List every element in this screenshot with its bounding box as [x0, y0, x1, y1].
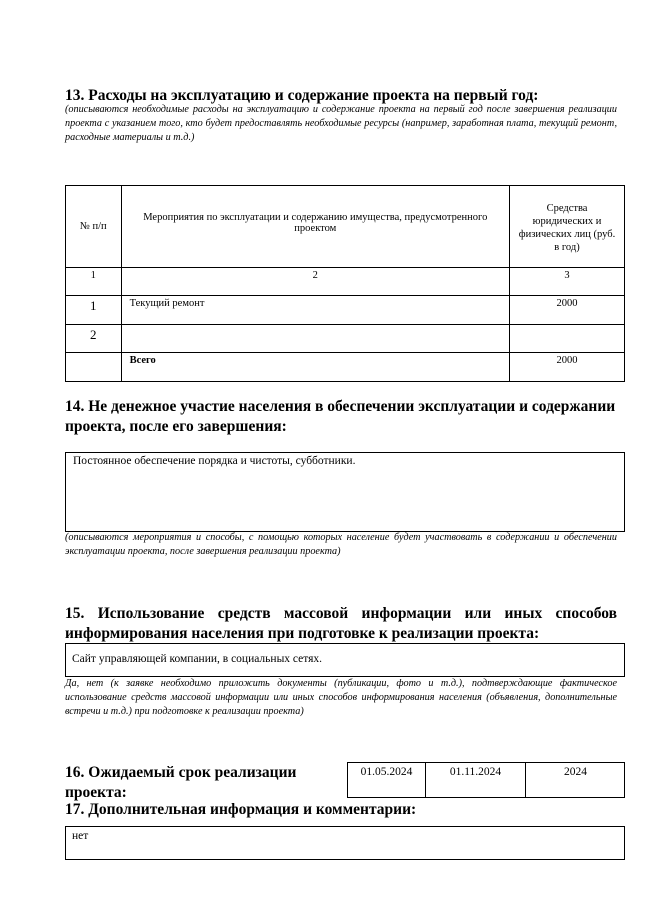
col-number-2: 2 — [121, 268, 509, 296]
col-number-3: 3 — [510, 268, 625, 296]
section-13-title: 13. Расходы на эксплуатацию и содержание проекта на первый год: — [65, 87, 539, 104]
row-number: 1 — [66, 296, 122, 325]
row-sum — [510, 325, 625, 353]
header-number: № п/п — [66, 186, 122, 268]
section-16-title: 16. Ожидаемый срок реализации проекта: — [65, 764, 297, 801]
section-14-field — [65, 452, 625, 532]
section-17-value: нет — [72, 830, 89, 842]
row-number: 2 — [66, 325, 122, 353]
total-sum: 2000 — [510, 353, 625, 382]
table-number-row — [66, 268, 625, 296]
section-15-note: Да, нет (к заявке необходимо приложить документы (публикации, фото и т.д.), подтверждающие фактическое использование средств массовой информации или иных способов информирования населения (объявления, дополнительные встречи и т.д.) при подготовке к реализации проекта) — [65, 678, 617, 717]
table-row — [66, 325, 625, 353]
section-13-note: (описываются необходимые расходы на эксплуатацию и содержание проекта на первый год после завершения реализации проекта с указанием того, кто будет предоставлять необходимые ресурсы (например, заработная плата, текущий ремонт, расходные материалы и т.д.) — [65, 104, 617, 143]
expenses-table — [65, 185, 625, 382]
year: 2024 — [564, 766, 587, 778]
section-14-value: Постоянное обеспечение порядка и чистоты, субботники. — [73, 455, 356, 467]
row-activity — [121, 325, 509, 353]
end-date: 01.11.2024 — [426, 763, 526, 797]
total-label: Всего — [121, 353, 509, 382]
header-funds: Средства юридических и физических лиц (руб. в год) — [510, 186, 625, 268]
total-number — [66, 353, 122, 382]
row-activity: Текущий ремонт — [121, 296, 509, 325]
section-15-title: 15. Использование средств массовой информации или иных способов информирования населения при подготовке к реализации проекта: — [65, 605, 617, 642]
table-header-row — [66, 186, 625, 268]
section-14-title: 14. Не денежное участие населения в обеспечении эксплуатации и содержании проекта, после его завершения: — [65, 398, 616, 435]
header-activity: Мероприятия по эксплуатации и содержанию имущества, предусмотренного проектом — [121, 186, 509, 268]
section-16-dates — [347, 762, 625, 798]
section-17-field — [65, 826, 625, 860]
col-number-1: 1 — [66, 268, 122, 296]
row-sum: 2000 — [510, 296, 625, 325]
table-total-row — [66, 353, 625, 382]
table-row — [66, 296, 625, 325]
start-date: 01.05.2024 — [348, 763, 426, 797]
section-15-value: Сайт управляющей компании, в социальных сетях. — [72, 653, 323, 665]
section-17-title: 17. Дополнительная информация и комментарии: — [65, 801, 417, 818]
section-15-field — [65, 643, 625, 677]
section-14-note: (описываются мероприятия и способы, с помощью которых население будет участвовать в содержании и обеспечении эксплуатации проекта, после завершения реализации проекта) — [65, 532, 617, 557]
